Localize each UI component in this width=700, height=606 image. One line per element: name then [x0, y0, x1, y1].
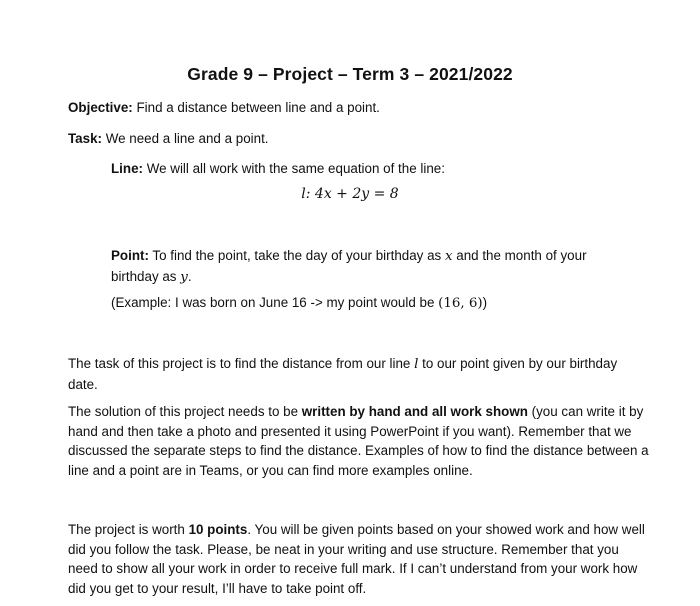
objective-label: Objective: [68, 100, 133, 115]
objective-text: Find a distance between line and a point. [132, 100, 380, 115]
task-para-text-1: The task of this project is to find the distance from our line [68, 356, 415, 371]
example-text-1: (Example: I was born on June 16 -> my point would be [111, 295, 439, 310]
points-text-1: The project is worth [68, 522, 189, 537]
task-text: We need a line and a point. [102, 131, 269, 146]
solution-paragraph [68, 402, 650, 480]
point-text-2: and the month of your birthday as [111, 248, 587, 284]
point-var-y: y [180, 269, 188, 285]
equation-text: l: 4x + 2y = 8 [301, 186, 399, 202]
line-label: Line: [111, 161, 143, 176]
task-para-text-2: to our point given by our birthday date. [68, 356, 618, 392]
point-text-3: . [187, 268, 192, 284]
point-section [111, 246, 621, 287]
objective-line [68, 98, 380, 118]
task-para-var-l: l [414, 357, 419, 372]
task-paragraph [68, 354, 643, 394]
line-equation [0, 186, 700, 202]
solution-bold: written by hand and all work shown [301, 404, 528, 419]
solution-text-1: The solution of this project needs to be [68, 404, 302, 419]
task-label: Task: [68, 131, 102, 146]
solution-text-2: (you can write it by hand and then take a photo and presented it using PowerPoint if you want). Remember that we discussed the separate steps to find the distance. Examples of how to find the distance between a line and a point are in Teams, or you can find more examples online. [68, 404, 649, 478]
point-label: Point: [111, 248, 149, 263]
line-section [111, 159, 445, 179]
page-title: Grade 9 – Project – Term 3 – 2021/2022 [187, 64, 513, 84]
points-bold: 10 points [188, 522, 248, 537]
example-text-2: ) [482, 295, 488, 310]
line-text: We will all work with the same equation of the line: [143, 161, 445, 176]
point-text-1: To find the point, take the day of your birthday as [148, 248, 445, 263]
task-line [68, 129, 269, 149]
example-point: (16, 6) [438, 296, 483, 311]
point-var-x: x [444, 249, 453, 264]
points-paragraph [68, 520, 648, 598]
example-line [111, 293, 487, 314]
points-text-2: . You will be given points based on your showed work and how well did you follow the task. Please, be neat in your writing and use structure. Remember that you need to show all your work in order to receive full mark. If I can’t understand from your work how did you get to your result, I’ll have to take point off. [68, 522, 645, 596]
